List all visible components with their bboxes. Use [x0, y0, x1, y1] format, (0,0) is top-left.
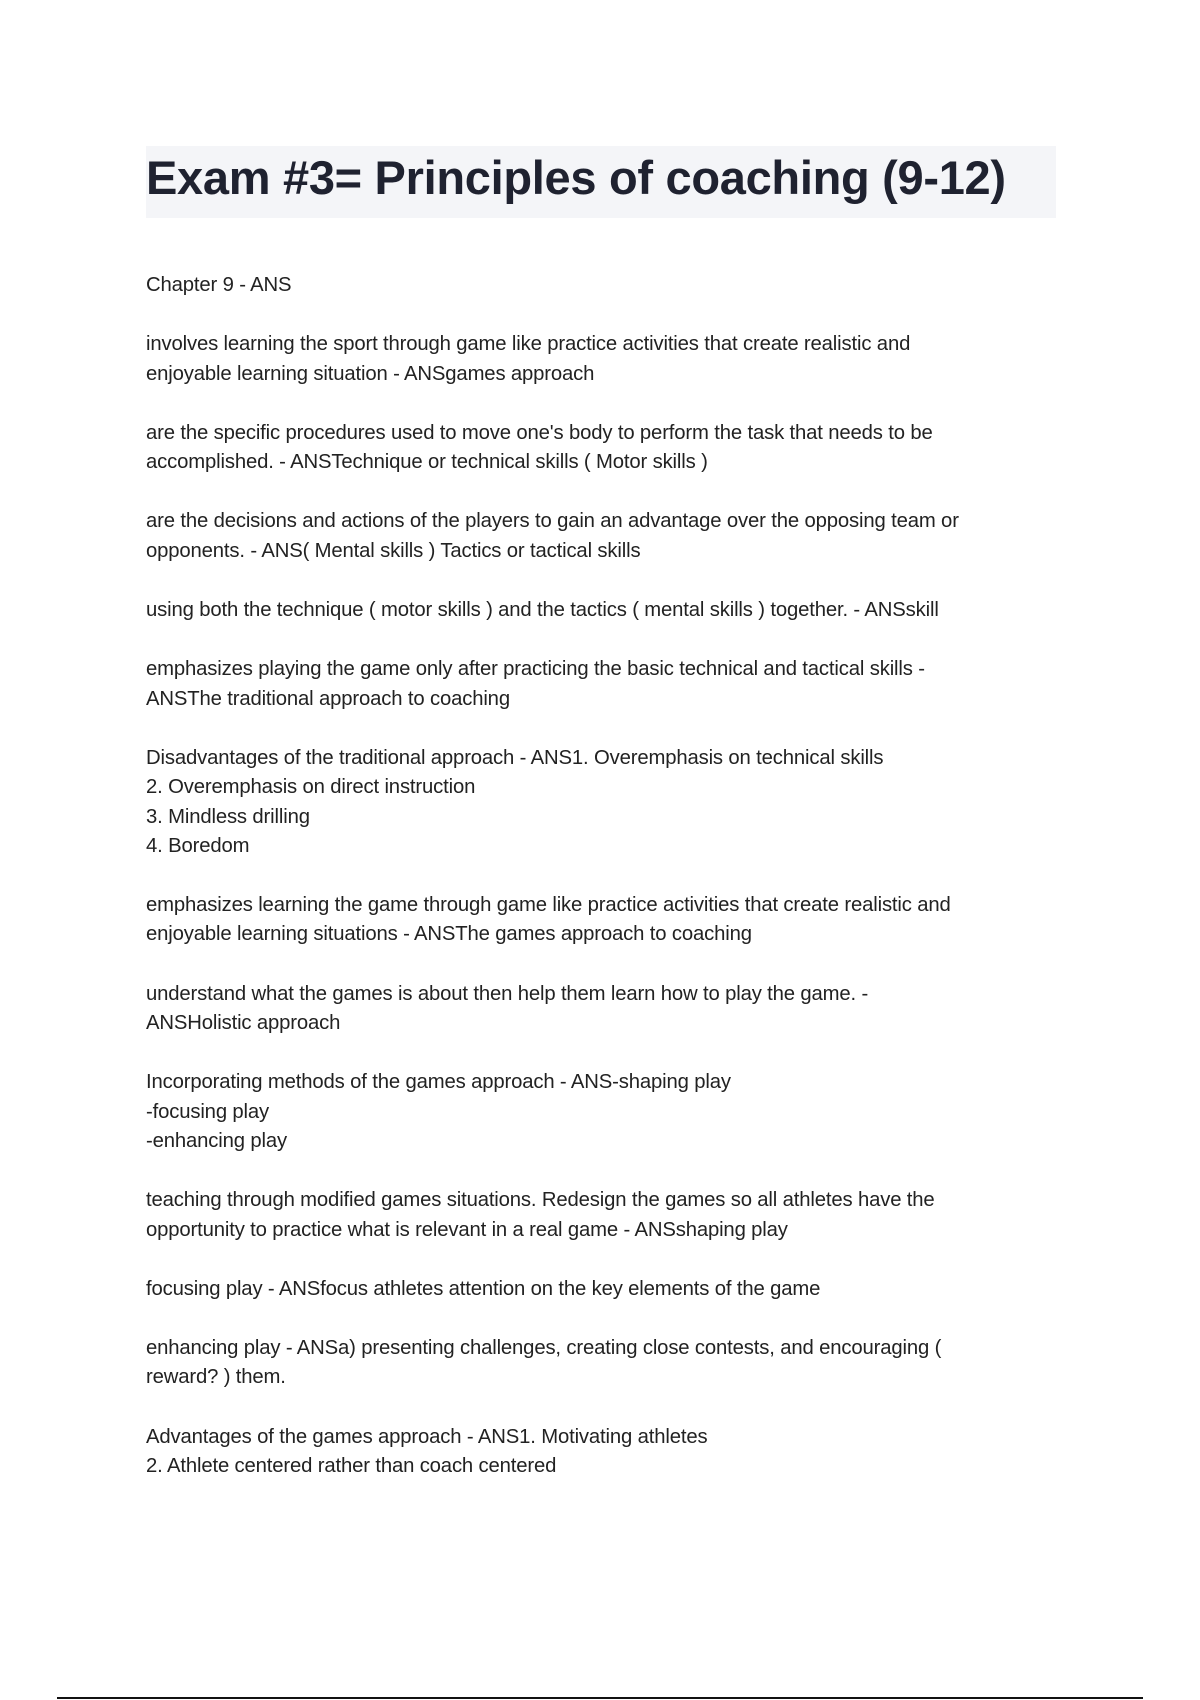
qa-paragraph: [146, 655, 1106, 714]
paragraph-line: using both the technique ( motor skills ) and the tactics ( mental skills ) together. - ANSskill: [146, 599, 939, 622]
qa-paragraph: [146, 744, 1106, 861]
qa-paragraph: [146, 419, 1106, 478]
paragraph-line: Advantages of the games approach - ANS1. Motivating athletes: [146, 1425, 708, 1448]
qa-paragraph: [146, 1068, 1106, 1156]
paragraph-line: opportunity to practice what is relevant in a real game - ANSshaping play: [146, 1218, 788, 1241]
qa-paragraph: [146, 596, 1106, 625]
qa-paragraph: [146, 1275, 1106, 1304]
qa-paragraph: [146, 507, 1106, 566]
paragraph-line: teaching through modified games situations. Redesign the games so all athletes have the: [146, 1189, 935, 1212]
paragraph-line: ANSThe traditional approach to coaching: [146, 687, 510, 710]
paragraph-line: 2. Athlete centered rather than coach centered: [146, 1455, 557, 1478]
paragraph-line: involves learning the sport through game like practice activities that create realistic and: [146, 333, 911, 356]
paragraph-line: understand what the games is about then help them learn how to play the game. -: [146, 982, 869, 1005]
paragraph-line: 3. Mindless drilling: [146, 805, 310, 828]
paragraph-line: -enhancing play: [146, 1129, 287, 1152]
document-title: Exam #3= Principles of coaching (9-12): [146, 151, 1006, 204]
paragraph-line: are the specific procedures used to move one's body to perform the task that needs to be: [146, 421, 933, 444]
qa-paragraph: [146, 1423, 1106, 1482]
paragraph-line: are the decisions and actions of the players to gain an advantage over the opposing team or: [146, 510, 959, 533]
qa-paragraph: [146, 891, 1106, 950]
paragraph-line: -focusing play: [146, 1100, 270, 1123]
paragraph-line: focusing play - ANSfocus athletes attention on the key elements of the game: [146, 1277, 821, 1300]
paragraph-line: 2. Overemphasis on direct instruction: [146, 776, 476, 799]
paragraph-line: Disadvantages of the traditional approach - ANS1. Overemphasis on technical skills: [146, 746, 884, 769]
page-bottom-rule: [57, 1697, 1143, 1699]
paragraph-line: enjoyable learning situations - ANSThe games approach to coaching: [146, 923, 752, 946]
paragraph-line: ANSHolistic approach: [146, 1012, 341, 1035]
paragraph-line: reward? ) them.: [146, 1366, 286, 1389]
paragraph-line: opponents. - ANS( Mental skills ) Tactics or tactical skills: [146, 539, 641, 562]
qa-paragraph: [146, 330, 1106, 389]
paragraph-line: accomplished. - ANSTechnique or technical skills ( Motor skills ): [146, 451, 708, 474]
document-body: [146, 271, 1106, 1511]
qa-paragraph: [146, 271, 1106, 300]
paragraph-line: enhancing play - ANSa) presenting challenges, creating close contests, and encouraging (: [146, 1337, 942, 1360]
qa-paragraph: [146, 1186, 1106, 1245]
qa-paragraph: [146, 980, 1106, 1039]
paragraph-line: emphasizes learning the game through game like practice activities that create realistic and: [146, 894, 951, 917]
paragraph-line: 4. Boredom: [146, 834, 250, 857]
paragraph-line: Chapter 9 - ANS: [146, 274, 292, 296]
qa-paragraph: [146, 1334, 1106, 1393]
paragraph-line: Incorporating methods of the games approach - ANS-shaping play: [146, 1071, 731, 1094]
paragraph-line: emphasizes playing the game only after practicing the basic technical and tactical skills -: [146, 658, 925, 681]
paragraph-line: enjoyable learning situation - ANSgames approach: [146, 362, 595, 385]
